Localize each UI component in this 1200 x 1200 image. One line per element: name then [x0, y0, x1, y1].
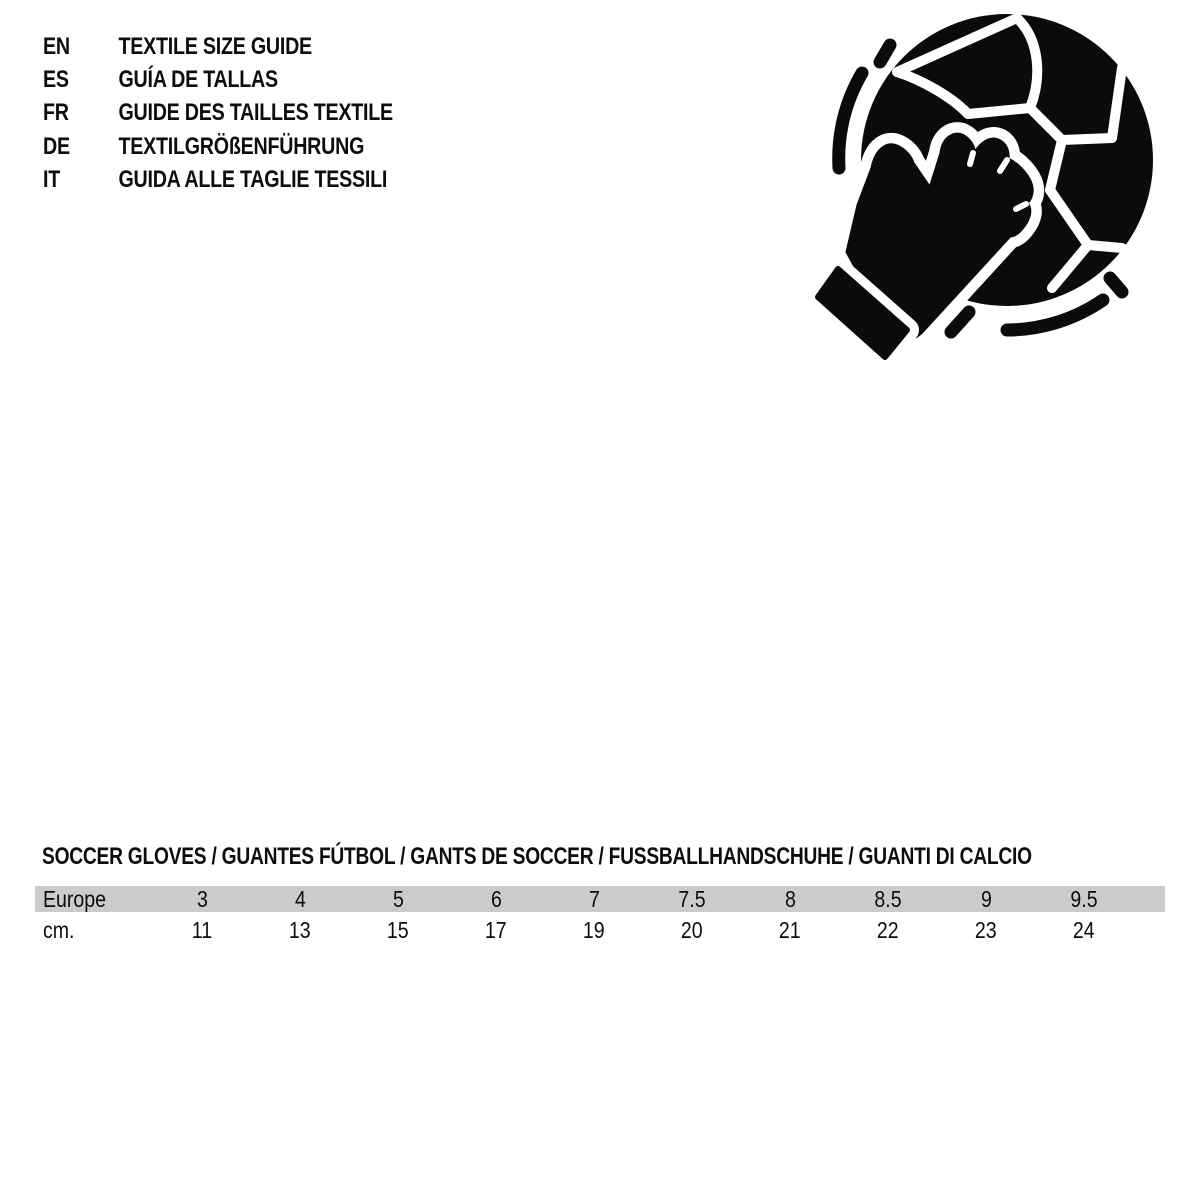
size-value-cell: 20	[681, 917, 703, 943]
size-value-cell: 9	[980, 885, 992, 912]
language-row	[43, 63, 393, 96]
language-title: TEXTILGRÖßENFÜHRUNG	[118, 132, 365, 160]
language-title: GUÍA DE TALLAS	[118, 66, 278, 94]
size-value-cell: 23	[975, 917, 997, 943]
size-value-cell: 13	[289, 917, 311, 943]
language-code: FR	[43, 99, 69, 127]
language-title: GUIDA ALLE TAGLIE TESSILI	[118, 166, 388, 194]
language-list	[43, 30, 470, 197]
size-table	[35, 886, 1165, 949]
size-value-cell: 3	[196, 885, 208, 912]
size-value-cell: 5	[392, 885, 404, 912]
size-value-cell: 4	[294, 885, 306, 912]
size-guide-section	[0, 845, 1200, 949]
size-value-cell: 11	[191, 917, 213, 943]
language-row	[43, 164, 393, 197]
dash-top-left-short	[880, 45, 890, 62]
size-value-cell: 7.5	[678, 885, 706, 912]
glove-ball-icon-container	[800, 0, 1180, 390]
language-title: TEXTILE SIZE GUIDE	[118, 32, 312, 60]
language-code: ES	[43, 66, 69, 94]
row-label-cell: Europe	[43, 885, 107, 912]
row-label-cell: cm.	[43, 917, 75, 943]
size-value-cell: 15	[387, 917, 409, 943]
language-code: DE	[43, 132, 70, 160]
size-table-row	[35, 912, 1165, 949]
language-row	[43, 97, 393, 130]
language-code: EN	[43, 32, 70, 60]
goalkeeper-glove-soccer-ball-icon	[800, 0, 1180, 390]
language-code: IT	[43, 166, 61, 194]
size-value-cell: 8.5	[874, 885, 902, 912]
size-value-cell: 17	[485, 917, 507, 943]
size-value-cell: 9.5	[1070, 885, 1098, 912]
language-row	[43, 130, 393, 163]
language-title: GUIDE DES TAILLES TEXTILE	[118, 99, 393, 127]
dash-left-arc	[839, 73, 862, 168]
language-row	[43, 30, 393, 63]
size-value-cell: 8	[784, 885, 796, 912]
size-table-row	[35, 886, 1165, 912]
size-guide-title: SOCCER GLOVES / GUANTES FÚTBOL / GANTS DE SOCCER / FUSSBALLHANDSCHUHE / GUANTI DI CALCIO	[42, 843, 1032, 870]
size-value-cell: 24	[1073, 917, 1095, 943]
size-value-cell: 6	[490, 885, 502, 912]
size-value-cell: 21	[779, 917, 801, 943]
size-value-cell: 22	[877, 917, 899, 943]
dash-right-short	[1110, 278, 1122, 292]
size-value-cell: 7	[588, 885, 600, 912]
size-value-cell: 19	[583, 917, 605, 943]
